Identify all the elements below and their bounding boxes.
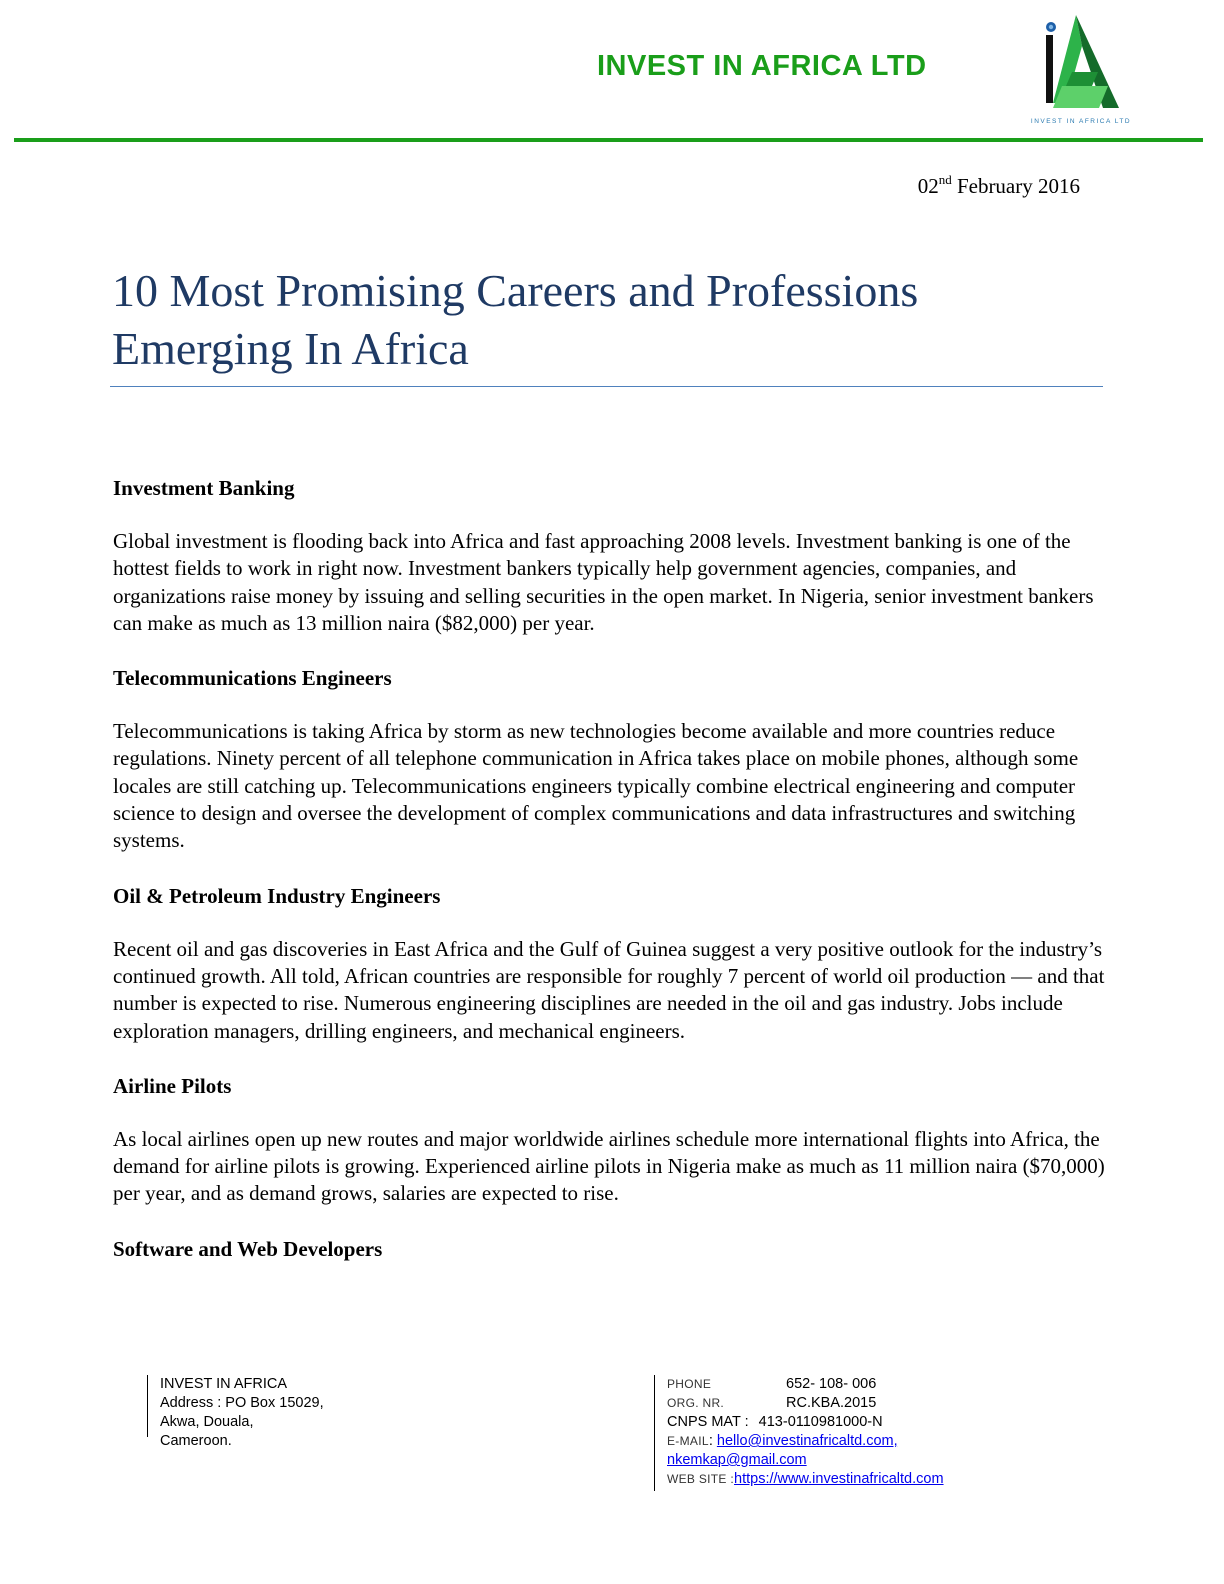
section-paragraph: Telecommunications is taking Africa by storm as new technologies become available and more countries reduce regulations. Ninety percent of all telephone communication in Africa takes place on mobile phones, although some locales are still catching up. Telecommunications engineers typically combine electrical engineering and computer science to design and oversee the development of complex communications and data infrastructures and switching systems.	[113, 719, 1079, 853]
document-date	[918, 174, 1080, 199]
cnps-label: CNPS MAT :	[667, 1414, 749, 1430]
section-paragraph: As local airlines open up new routes and major worldwide airlines schedule more international flights into Africa, the demand for airline pilots is growing. Experienced airline pilots in Nigeria make as much as 11 million naira ($70,000) per year, and as demand grows, salaries are expected to rise.	[113, 1126, 1105, 1206]
org-label: ORG. NR.	[667, 1396, 725, 1410]
email-link-primary[interactable]: hello@investinafricaltd.com,	[716, 1433, 898, 1449]
email-label: E-MAIL	[667, 1434, 709, 1448]
footer-address	[147, 1375, 324, 1449]
section-heading: Airline Pilots	[113, 1073, 232, 1098]
phone-value: 652- 108- 006	[786, 1376, 877, 1392]
article-body	[113, 474, 1108, 1263]
title-divider	[110, 386, 1103, 387]
logo-mark-icon	[1016, 12, 1146, 118]
date-rest: February 2016	[956, 174, 1080, 198]
email-link-secondary[interactable]: nkemkap@gmail.com	[667, 1452, 807, 1468]
section-paragraph: Global investment is flooding back into Africa and fast approaching 2008 levels. Investment banking is one of the hottest fields to work in right now. Investment bankers typically help government agencies, companies, and organizations raise money by issuing and selling securities in the open market. In Nigeria, senior investment bankers can make as much as 13 million naira ($82,000) per year.	[113, 529, 1094, 635]
website-link[interactable]: https://www.investinafricaltd.com	[734, 1471, 944, 1487]
section-paragraph: Recent oil and gas discoveries in East Africa and the Gulf of Guinea suggest a very positive outlook for the industry’s continued growth. All told, African countries are responsible for roughly 7 percent of world oil production — and that number is expected to rise. Numerous engineering disciplines are needed in the oil and gas industry. Jobs include exploration managers, drilling engineers, and mechanical engineers.	[113, 936, 1105, 1043]
footer-cnps	[667, 1413, 944, 1432]
document-title: 10 Most Promising Careers and Professions Emerging In Africa	[112, 265, 919, 374]
company-name: INVEST IN AFRICA LTD	[597, 50, 927, 82]
section-heading: Telecommunications Engineers	[113, 666, 392, 691]
footer-contact	[654, 1375, 944, 1491]
email-colon: :	[708, 1433, 717, 1449]
footer-website	[667, 1470, 944, 1489]
footer-phone	[667, 1375, 944, 1394]
org-value: RC.KBA.2015	[786, 1395, 877, 1411]
date-day: 02	[917, 174, 939, 198]
website-label: WEB SITE :	[667, 1472, 735, 1486]
section-software-web-developers	[113, 1235, 1108, 1263]
footer-company-name: INVEST IN AFRICA	[160, 1376, 288, 1392]
cnps-value: 413-0110981000-N	[758, 1414, 883, 1430]
company-logo	[1016, 12, 1146, 132]
footer-address-line: Cameroon.	[160, 1433, 232, 1449]
date-suffix: nd	[938, 172, 952, 187]
footer-address-line: Address : PO Box 15029,	[160, 1395, 324, 1411]
logo-caption: INVEST IN AFRICA LTD	[1030, 118, 1132, 125]
section-heading: Software and Web Developers	[113, 1236, 383, 1261]
section-heading: Investment Banking	[113, 476, 295, 500]
header-divider	[14, 138, 1203, 142]
section-oil-petroleum-engineers	[113, 882, 1108, 1045]
footer-email	[667, 1432, 944, 1451]
section-telecommunications-engineers	[113, 664, 1108, 854]
section-investment-banking	[113, 474, 1108, 637]
phone-label: PHONE	[667, 1377, 712, 1391]
section-heading: Oil & Petroleum Industry Engineers	[113, 883, 441, 908]
footer-address-line: Akwa, Douala,	[160, 1414, 254, 1430]
footer-email-2	[667, 1451, 944, 1470]
footer-org	[667, 1394, 944, 1413]
section-airline-pilots	[113, 1072, 1108, 1208]
